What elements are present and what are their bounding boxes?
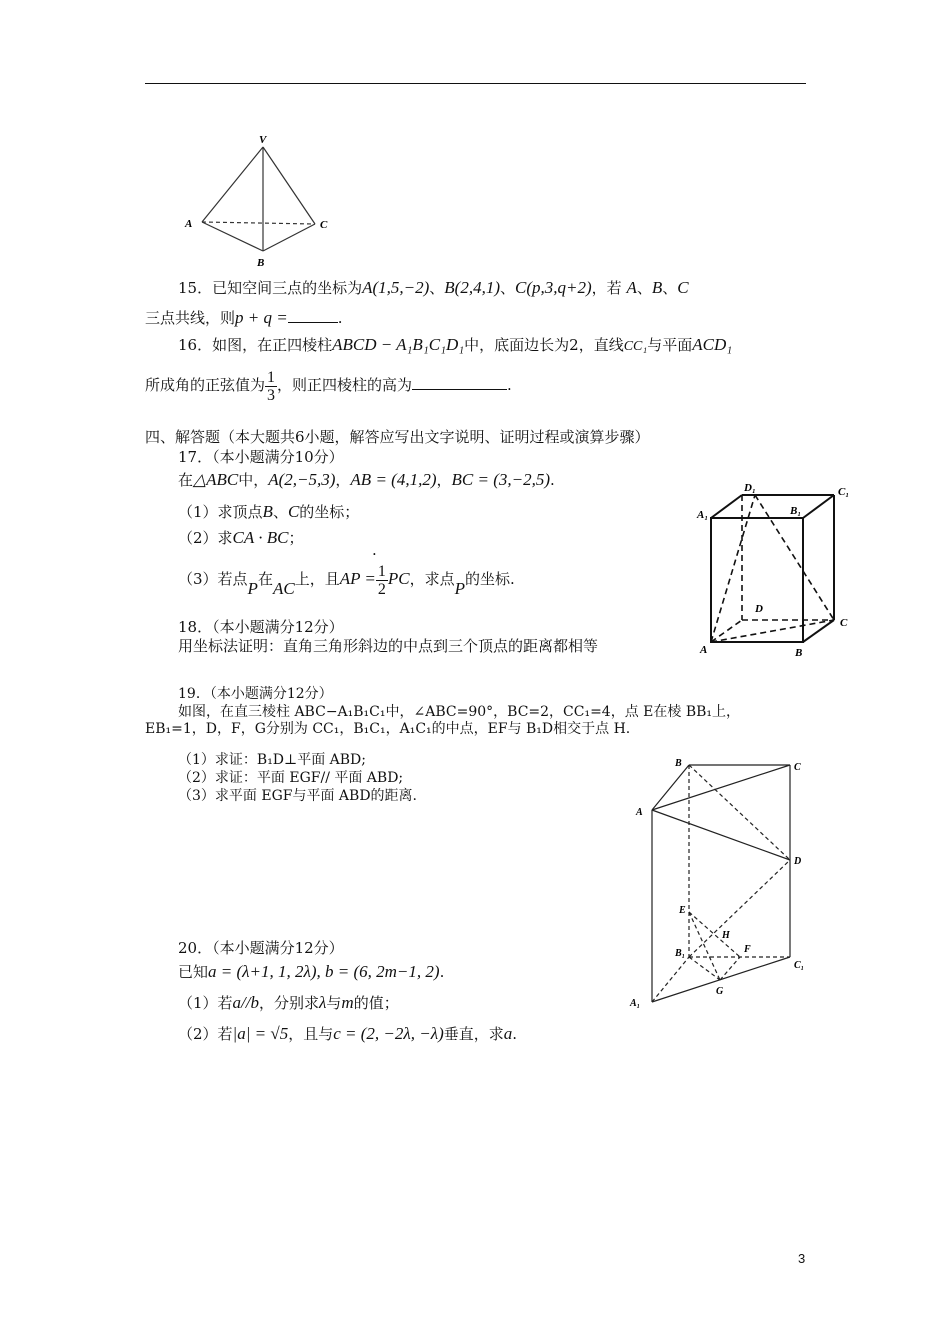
cube-label-d: D xyxy=(755,603,763,615)
q18-body: 用坐标法证明：直角三角形斜边的中点到三个顶点的距离都相等 xyxy=(178,637,599,655)
vertex-label-a: A xyxy=(185,218,193,230)
answer-blank xyxy=(412,375,507,390)
fraction-one-third: $\frac{1}{3}$ xyxy=(267,368,276,404)
answer-blank xyxy=(288,308,338,323)
pyramid-figure xyxy=(175,130,340,270)
prism-label-d: D xyxy=(794,856,802,867)
q17-part2: （2）求CA · BC； xyxy=(178,528,304,547)
prism-figure xyxy=(628,752,813,1014)
prism-label-f: F xyxy=(744,944,751,955)
stray-dot: . xyxy=(372,541,377,559)
cube-label-a: A xyxy=(700,644,708,656)
fraction-one-half: $\frac{1}{2}$ xyxy=(377,562,386,598)
q15-line1: 15．已知空间三点的坐标为A(1,5,−2)、B(2,4,1)、C(p,3,q+2)，若 A、B、C xyxy=(178,278,689,297)
prism-label-c: C xyxy=(794,762,801,773)
q19-part2: （2）求证：平面 EGF// 平面 ABD; xyxy=(178,770,404,786)
cube-label-d1: D₁ xyxy=(744,482,756,494)
cube-label-c1: C₁ xyxy=(838,486,850,498)
q15-line2: 三点共线，则p + q = . xyxy=(145,308,343,327)
prism-label-b: B xyxy=(675,758,682,769)
q20-part2: （2）若|a| = √5，且与c = (2, −2λ, −λ)垂直，求a. xyxy=(178,1024,518,1043)
q20-given: 已知a = (λ+1, 1, 2λ), b = (6, 2m−1, 2). xyxy=(178,962,445,981)
q19-line1: 如图，在直三棱柱 ABC−A₁B₁C₁中，∠ABC=90°，BC=2，CC₁=4，点 E在棱 BB₁上， xyxy=(178,704,741,720)
q20-part1: （1）若a//b，分别求λ与m的值； xyxy=(178,993,399,1012)
cube-label-a1: A₁ xyxy=(697,509,709,521)
q19-part3: （3）求平面 EGF与平面 ABD的距离. xyxy=(178,788,417,804)
vertex-label-c: C xyxy=(320,219,328,231)
q16-line1: 16．如图，在正四棱柱ABCD − A₁B₁C₁D₁中，底面边长为2，直线CC₁与平面ACD₁ xyxy=(178,335,733,354)
cube-label-b1: B₁ xyxy=(790,505,802,517)
cube-label-b: B xyxy=(795,647,803,659)
prism-label-a1: A₁ xyxy=(630,998,641,1009)
q16-line2: 所成角的正弦值为 $\frac{1}{3}$ ，则正四棱柱的高为 . xyxy=(145,368,512,404)
prism-label-b1: B₁ xyxy=(675,948,686,959)
q19-line2: EB₁=1，D，F，G分别为 CC₁，B₁C₁，A₁C₁的中点，EF与 B₁D相交于点 H. xyxy=(145,721,631,737)
q20-title: 20．（本小题满分12分） xyxy=(178,939,344,957)
cube-label-c: C xyxy=(840,617,848,629)
prism-label-a: A xyxy=(636,807,643,818)
prism-label-c1: C₁ xyxy=(794,960,805,971)
vertex-label-v: V xyxy=(259,134,267,146)
prism-label-g: G xyxy=(716,986,724,997)
header-rule xyxy=(145,83,806,84)
vertex-label-b: B xyxy=(257,257,265,269)
q17-part1: （1）求顶点B、C的坐标； xyxy=(178,502,360,521)
q19-title: 19．（本小题满分12分） xyxy=(178,686,333,702)
section-heading: 四、解答题（本大题共6小题，解答应写出文字说明、证明过程或演算步骤） xyxy=(145,428,650,446)
q17-part3: （3）若点P在AC上，且AP = $\frac{1}{2}$ PC，求点P的坐标. xyxy=(178,562,515,598)
prism-label-e: E xyxy=(679,905,686,916)
q17-title: 17．（本小题满分10分） xyxy=(178,448,344,466)
cube-figure xyxy=(695,478,860,663)
q18-title: 18．（本小题满分12分） xyxy=(178,618,344,636)
prism-label-h: H xyxy=(722,930,730,941)
page-number: 3 xyxy=(798,1251,806,1266)
q19-part1: （1）求证：B₁D⊥平面 ABD; xyxy=(178,752,366,768)
q17-given: 在△ABC中，A(2,−5,3)，AB = (4,1,2)，BC = (3,−2,5). xyxy=(178,470,555,489)
